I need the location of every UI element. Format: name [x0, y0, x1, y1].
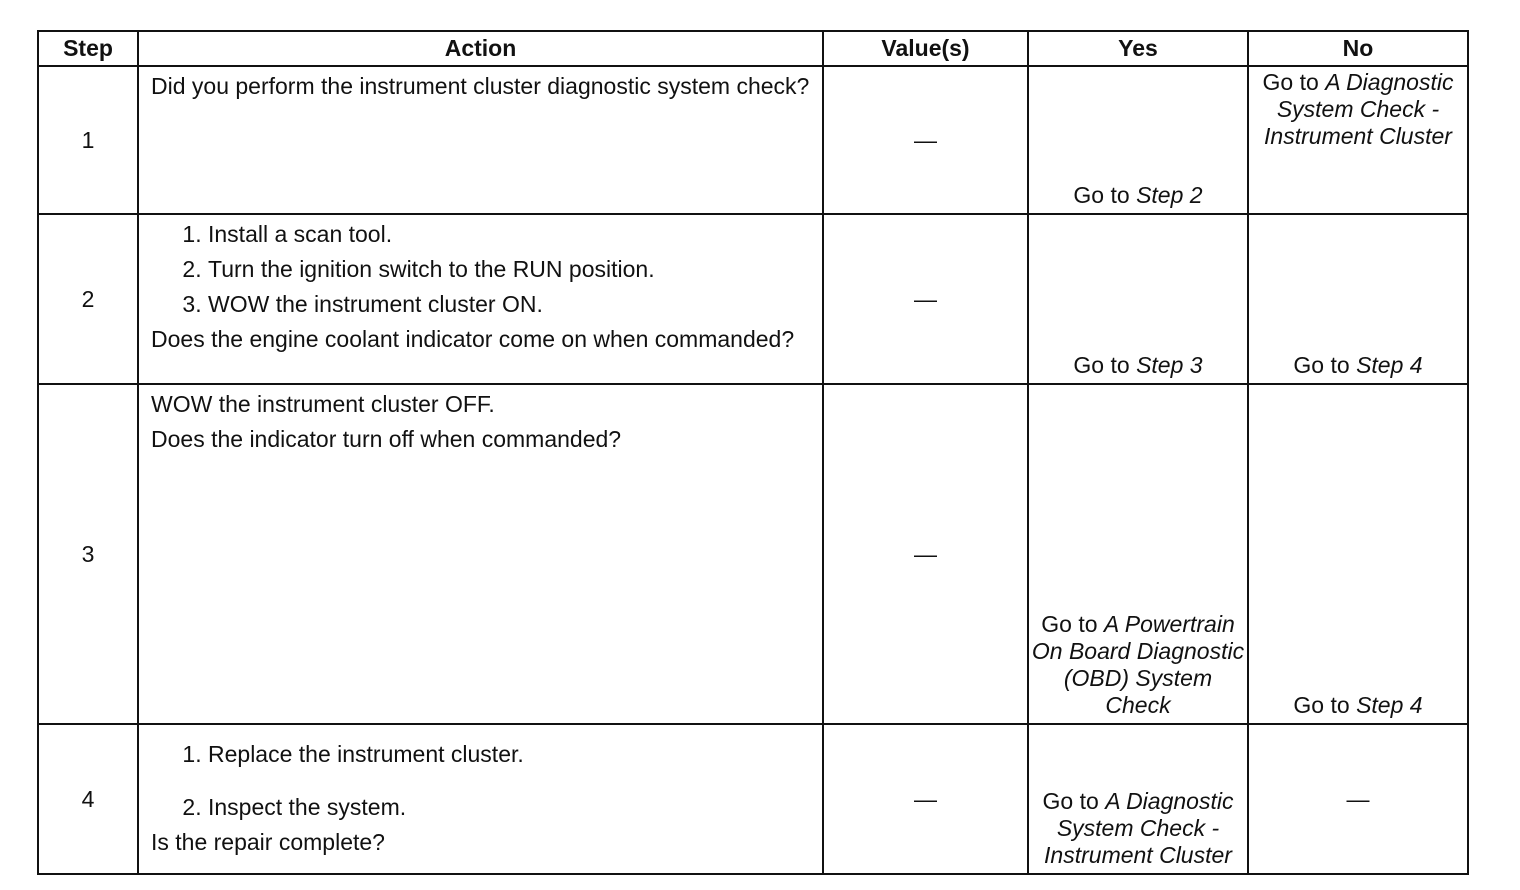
diagnostic-table	[37, 30, 1469, 875]
step-number: 1	[38, 66, 138, 214]
action-text: Did you perform the instrument cluster diagnostic system check?	[151, 73, 810, 99]
no-prefix: Go to	[1293, 352, 1350, 378]
action-step: 1. Install a scan tool.	[208, 221, 810, 248]
action-step: 3. WOW the instrument cluster ON.	[208, 291, 810, 318]
no-cell	[1248, 66, 1468, 214]
action-question: Does the indicator turn off when commanded?	[151, 426, 622, 452]
no-reference: Step 4	[1356, 352, 1423, 378]
value-cell: —	[823, 724, 1028, 874]
yes-cell	[1028, 214, 1248, 384]
header-no: No	[1248, 31, 1468, 66]
table-row	[38, 724, 1468, 874]
yes-reference: Step 3	[1136, 352, 1203, 378]
yes-prefix: Go to	[1073, 352, 1130, 378]
header-row	[38, 31, 1468, 66]
action-steps	[151, 221, 810, 318]
table-row	[38, 66, 1468, 214]
action-step: 2. Inspect the system.	[208, 794, 810, 821]
step-number: 3	[38, 384, 138, 724]
step-number: 2	[38, 214, 138, 384]
action-cell	[138, 66, 823, 214]
yes-reference: A Diagnostic System Check - Instrument Cluster	[1044, 788, 1234, 868]
action-text: WOW the instrument cluster OFF.	[151, 391, 495, 417]
header-action: Action	[138, 31, 823, 66]
value-cell: —	[823, 384, 1028, 724]
header-step: Step	[38, 31, 138, 66]
yes-reference: A Powertrain On Board Diagnostic (OBD) System Check	[1031, 611, 1245, 718]
no-cell: —	[1248, 724, 1468, 874]
action-cell	[138, 384, 823, 724]
no-reference: A Diagnostic System Check - Instrument Cluster	[1264, 69, 1454, 149]
header-yes: Yes	[1028, 31, 1248, 66]
yes-prefix: Go to	[1041, 611, 1098, 637]
action-step: 2. Turn the ignition switch to the RUN position.	[208, 256, 810, 283]
no-reference: Step 4	[1356, 692, 1423, 718]
action-question: Does the engine coolant indicator come on when commanded?	[151, 326, 795, 352]
no-prefix: Go to	[1262, 69, 1319, 95]
yes-cell	[1028, 66, 1248, 214]
no-cell	[1248, 384, 1468, 724]
yes-prefix: Go to	[1073, 182, 1130, 208]
table-row	[38, 214, 1468, 384]
action-steps	[151, 741, 810, 821]
action-cell	[138, 724, 823, 874]
no-prefix: Go to	[1293, 692, 1350, 718]
value-cell: —	[823, 66, 1028, 214]
header-values: Value(s)	[823, 31, 1028, 66]
step-number: 4	[38, 724, 138, 874]
action-cell	[138, 214, 823, 384]
value-cell: —	[823, 214, 1028, 384]
no-cell	[1248, 214, 1468, 384]
yes-prefix: Go to	[1042, 788, 1099, 814]
action-step: 1. Replace the instrument cluster.	[208, 741, 810, 768]
yes-cell	[1028, 724, 1248, 874]
yes-reference: Step 2	[1136, 182, 1203, 208]
yes-cell	[1028, 384, 1248, 724]
action-question: Is the repair complete?	[151, 829, 385, 855]
table-row	[38, 384, 1468, 724]
